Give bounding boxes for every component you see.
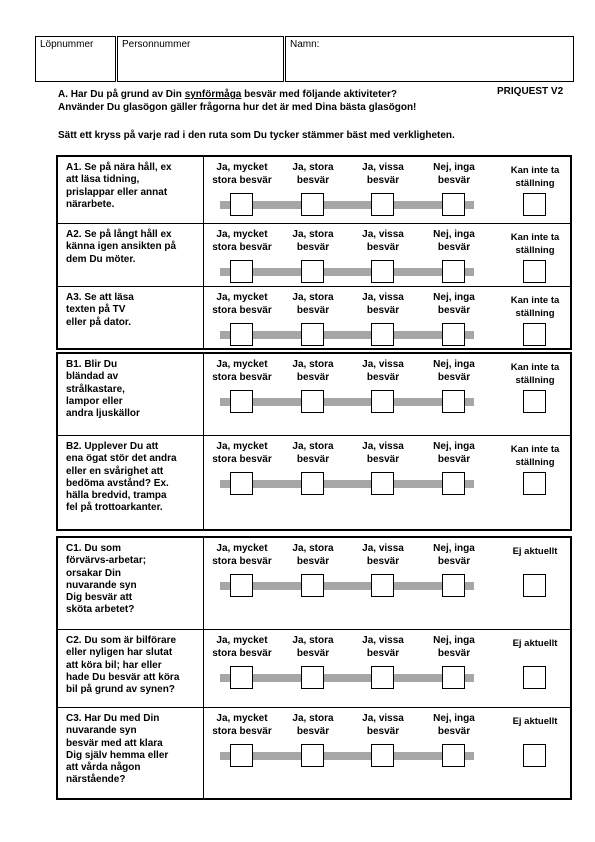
question-line: orsakar Din (66, 567, 122, 579)
option-label-extra (500, 165, 570, 190)
scale-bar (220, 268, 474, 276)
option-label-extra (500, 232, 570, 257)
checkbox-option-2[interactable] (301, 666, 324, 689)
option-label-line: stora besvär (212, 555, 272, 567)
question-line: A3. Se att läsa (66, 292, 134, 303)
option-label-2 (278, 635, 348, 660)
option-label-line: besvär (437, 371, 471, 383)
option-label-1 (207, 359, 277, 384)
option-label-line: ställning (515, 177, 555, 189)
question-line: A1. Se på nära håll, ex (66, 162, 172, 173)
lopnummer-label: Löpnummer (40, 39, 94, 50)
question-line: ena ögat stör det andra (66, 453, 177, 465)
option-label-line: Kan inte ta (510, 362, 560, 373)
question-line: hälla bredvid, trampa (66, 490, 167, 502)
option-label-2 (278, 359, 348, 384)
checkbox-option-4[interactable] (442, 666, 465, 689)
question-line: fel på trottoarkanter. (66, 502, 163, 514)
question-line: eller på dator. (66, 316, 132, 328)
checkbox-option-2[interactable] (301, 472, 324, 495)
option-label-line: besvär (366, 647, 400, 659)
question-line: besvär med att klara (66, 737, 163, 749)
option-label-line: besvär (366, 555, 400, 567)
option-label-2 (278, 292, 348, 317)
option-label-line: besvär (437, 453, 471, 465)
option-label-line: Ja, vissa (362, 359, 404, 370)
option-label-line: besvär (296, 304, 330, 316)
personnummer-label: Personnummer (122, 39, 191, 50)
checkbox-ej-aktuellt[interactable] (523, 574, 546, 597)
question-line: bil på grund av synen? (66, 684, 175, 696)
option-label-4 (419, 359, 489, 384)
checkbox-option-4[interactable] (442, 323, 465, 346)
intro-line-2: Använder Du glasögon gäller frågorna hur det är med Dina bästa glasögon! (58, 101, 417, 113)
form-id: PRIQUEST V2 (497, 86, 564, 97)
intro-text (58, 89, 528, 114)
column-divider (203, 157, 204, 223)
question-line: nuvarande syn (66, 579, 137, 591)
question-line: lampor eller (66, 395, 123, 407)
checkbox-ej-aktuellt[interactable] (523, 744, 546, 767)
option-label-line: Nej, inga (433, 162, 475, 173)
option-label-line: besvär (437, 304, 471, 316)
option-label-1 (207, 292, 277, 317)
namn-field[interactable] (285, 36, 574, 82)
question-text (66, 229, 196, 266)
option-label-line: Kan inte ta (510, 444, 560, 455)
checkbox-option-1[interactable] (230, 666, 253, 689)
option-label-line: ställning (515, 244, 555, 256)
option-label-line: Ja, stora (292, 713, 334, 724)
scale-bar (220, 752, 474, 760)
instruction-text: Sätt ett kryss på varje rad i den ruta som Du tycker stämmer bäst med verkligheten. (58, 130, 455, 141)
option-label-3 (348, 292, 418, 317)
option-label-line: Ja, mycket (216, 635, 268, 646)
question-line: andra ljuskällor (66, 408, 140, 420)
option-label-4 (419, 441, 489, 466)
checkbox-option-4[interactable] (442, 390, 465, 413)
option-label-line: Nej, inga (433, 359, 475, 370)
question-row-b2 (58, 435, 570, 529)
question-text (66, 359, 196, 420)
checkbox-option-2[interactable] (301, 323, 324, 346)
checkbox-option-1[interactable] (230, 260, 253, 283)
option-label-3 (348, 441, 418, 466)
question-section (56, 536, 572, 800)
option-label-line: besvär (366, 174, 400, 186)
question-row-a1 (58, 157, 570, 223)
question-text (66, 441, 196, 515)
checkbox-kan-inte-ta-stallning[interactable] (523, 323, 546, 346)
question-row-a2 (58, 223, 570, 286)
question-line: texten på TV (66, 304, 126, 316)
checkbox-option-3[interactable] (371, 472, 394, 495)
option-label-2 (278, 543, 348, 568)
question-line: C3. Har Du med Din (66, 713, 160, 724)
question-line: sköta arbetet? (66, 604, 135, 616)
checkbox-option-4[interactable] (442, 574, 465, 597)
option-label-4 (419, 543, 489, 568)
question-text (66, 635, 196, 696)
option-label-line: stora besvär (212, 371, 272, 383)
question-text (66, 292, 196, 329)
option-label-line: Ja, stora (292, 359, 334, 370)
column-divider (203, 224, 204, 286)
question-line: närstående? (66, 774, 126, 786)
column-divider (203, 708, 204, 798)
personnummer-field[interactable] (117, 36, 284, 82)
option-label-line: Ja, stora (292, 441, 334, 452)
option-label-line: besvär (296, 453, 330, 465)
question-line: prislappar eller annat (66, 186, 168, 198)
checkbox-option-1[interactable] (230, 744, 253, 767)
checkbox-option-1[interactable] (230, 323, 253, 346)
option-label-line: Ja, mycket (216, 162, 268, 173)
checkbox-option-3[interactable] (371, 260, 394, 283)
column-divider (203, 538, 204, 629)
option-label-1 (207, 229, 277, 254)
scale-bar (220, 582, 474, 590)
option-label-3 (348, 162, 418, 187)
option-label-line: Ej aktuellt (512, 546, 558, 557)
question-row-a3 (58, 286, 570, 348)
namn-label: Namn: (290, 39, 320, 50)
scale-bar (220, 480, 474, 488)
option-label-extra (500, 546, 570, 559)
question-line: A2. Se på långt håll ex (66, 229, 172, 240)
option-label-line: Kan inte ta (510, 295, 560, 306)
option-label-line: Ja, stora (292, 292, 334, 303)
option-label-line: Ja, vissa (362, 543, 404, 554)
option-label-line: besvär (366, 725, 400, 737)
option-label-line: Ja, vissa (362, 441, 404, 452)
checkbox-option-2[interactable] (301, 390, 324, 413)
option-label-1 (207, 441, 277, 466)
column-divider (203, 436, 204, 529)
option-label-line: besvär (366, 241, 400, 253)
option-label-2 (278, 713, 348, 738)
option-label-line: Nej, inga (433, 543, 475, 554)
option-label-line: Ja, stora (292, 162, 334, 173)
option-label-line: Nej, inga (433, 635, 475, 646)
question-line: B1. Blir Du (66, 359, 118, 370)
option-label-extra (500, 362, 570, 387)
checkbox-option-2[interactable] (301, 193, 324, 216)
checkbox-option-4[interactable] (442, 260, 465, 283)
option-label-line: stora besvär (212, 647, 272, 659)
checkbox-kan-inte-ta-stallning[interactable] (523, 193, 546, 216)
question-line: Dig besvär att (66, 592, 133, 604)
checkbox-option-3[interactable] (371, 666, 394, 689)
option-label-line: besvär (437, 174, 471, 186)
scale-bar (220, 398, 474, 406)
question-section (56, 155, 572, 350)
checkbox-option-2[interactable] (301, 574, 324, 597)
scale-bar (220, 674, 474, 682)
option-label-line: Nej, inga (433, 713, 475, 724)
checkbox-option-2[interactable] (301, 260, 324, 283)
option-label-line: Ej aktuellt (512, 638, 558, 649)
question-row-c1 (58, 538, 570, 629)
checkbox-option-4[interactable] (442, 472, 465, 495)
option-label-line: Kan inte ta (510, 232, 560, 243)
option-label-3 (348, 359, 418, 384)
option-label-line: stora besvär (212, 725, 272, 737)
option-label-line: Ja, stora (292, 229, 334, 240)
option-label-line: besvär (296, 371, 330, 383)
option-label-line: Ja, mycket (216, 441, 268, 452)
question-line: hade Du besvär att köra (66, 671, 180, 683)
question-line: närarbete. (66, 198, 115, 210)
option-label-line: Ja, mycket (216, 292, 268, 303)
checkbox-option-3[interactable] (371, 193, 394, 216)
column-divider (203, 630, 204, 707)
option-label-line: besvär (437, 241, 471, 253)
option-label-line: besvär (437, 555, 471, 567)
checkbox-option-3[interactable] (371, 390, 394, 413)
option-label-line: stora besvär (212, 304, 272, 316)
question-line: C1. Du som (66, 543, 122, 554)
option-label-extra (500, 716, 570, 729)
option-label-line: Ja, mycket (216, 713, 268, 724)
option-label-line: Nej, inga (433, 292, 475, 303)
checkbox-option-1[interactable] (230, 472, 253, 495)
question-line: strålkastare, (66, 383, 125, 395)
option-label-line: besvär (366, 304, 400, 316)
question-line: C2. Du som är bilförare (66, 635, 177, 646)
checkbox-option-1[interactable] (230, 390, 253, 413)
intro-line-1: A. Har Du på grund av Din synförmåga besvär med följande aktiviteter? (58, 89, 397, 100)
checkbox-option-2[interactable] (301, 744, 324, 767)
lopnummer-field[interactable] (35, 36, 116, 82)
option-label-line: Ja, vissa (362, 162, 404, 173)
option-label-line: besvär (296, 241, 330, 253)
checkbox-kan-inte-ta-stallning[interactable] (523, 260, 546, 283)
option-label-3 (348, 543, 418, 568)
option-label-1 (207, 713, 277, 738)
question-row-c2 (58, 629, 570, 707)
question-line: känna igen ansikten på (66, 241, 177, 253)
option-label-line: besvär (366, 371, 400, 383)
option-label-line: besvär (437, 647, 471, 659)
question-line: eller nyligen har slutat (66, 647, 173, 659)
checkbox-option-4[interactable] (442, 744, 465, 767)
option-label-3 (348, 229, 418, 254)
option-label-extra (500, 444, 570, 469)
option-label-2 (278, 441, 348, 466)
option-label-4 (419, 162, 489, 187)
option-label-line: stora besvär (212, 241, 272, 253)
option-label-line: Ja, vissa (362, 229, 404, 240)
question-line: nuvarande syn (66, 725, 137, 737)
question-section (56, 352, 572, 531)
question-line: bländad av (66, 371, 119, 383)
intro-underlined-word: synförmåga (184, 89, 242, 100)
question-line: förvärvs-arbetar; (66, 555, 147, 567)
option-label-line: Ja, vissa (362, 292, 404, 303)
option-label-4 (419, 635, 489, 660)
option-label-line: Ja, stora (292, 635, 334, 646)
option-label-4 (419, 292, 489, 317)
checkbox-option-3[interactable] (371, 744, 394, 767)
checkbox-kan-inte-ta-stallning[interactable] (523, 390, 546, 413)
checkbox-option-3[interactable] (371, 323, 394, 346)
option-label-line: Ja, mycket (216, 229, 268, 240)
option-label-line: besvär (296, 647, 330, 659)
scale-bar (220, 201, 474, 209)
option-label-3 (348, 635, 418, 660)
checkbox-option-1[interactable] (230, 574, 253, 597)
option-label-line: besvär (437, 725, 471, 737)
question-row-b1 (58, 354, 570, 435)
option-label-line: Ja, mycket (216, 359, 268, 370)
option-label-line: stora besvär (212, 453, 272, 465)
checkbox-option-1[interactable] (230, 193, 253, 216)
question-text (66, 543, 196, 617)
question-line: bedöma avstånd? Ex. (66, 477, 169, 489)
option-label-4 (419, 713, 489, 738)
option-label-line: besvär (296, 555, 330, 567)
option-label-2 (278, 162, 348, 187)
option-label-4 (419, 229, 489, 254)
question-text (66, 162, 196, 211)
question-line: B2. Upplever Du att (66, 441, 159, 452)
option-label-line: Ja, vissa (362, 713, 404, 724)
option-label-3 (348, 713, 418, 738)
column-divider (203, 287, 204, 348)
question-line: att köra bil; har eller (66, 659, 162, 671)
option-label-1 (207, 635, 277, 660)
question-row-c3 (58, 707, 570, 798)
scale-bar (220, 331, 474, 339)
checkbox-ej-aktuellt[interactable] (523, 666, 546, 689)
option-label-line: stora besvär (212, 174, 272, 186)
checkbox-option-3[interactable] (371, 574, 394, 597)
option-label-line: ställning (515, 374, 555, 386)
question-line: dem Du möter. (66, 253, 136, 265)
column-divider (203, 354, 204, 435)
option-label-extra (500, 295, 570, 320)
option-label-line: besvär (296, 725, 330, 737)
option-label-1 (207, 162, 277, 187)
checkbox-kan-inte-ta-stallning[interactable] (523, 472, 546, 495)
option-label-extra (500, 638, 570, 651)
option-label-line: Nej, inga (433, 441, 475, 452)
option-label-1 (207, 543, 277, 568)
option-label-2 (278, 229, 348, 254)
option-label-line: Ja, vissa (362, 635, 404, 646)
option-label-line: Nej, inga (433, 229, 475, 240)
option-label-line: ställning (515, 307, 555, 319)
checkbox-option-4[interactable] (442, 193, 465, 216)
question-line: Dig själv hemma eller (66, 749, 169, 761)
question-text (66, 713, 196, 787)
question-line: eller en svårighet att (66, 465, 164, 477)
question-line: att läsa tidning, (66, 174, 140, 186)
option-label-line: Kan inte ta (510, 165, 560, 176)
option-label-line: Ej aktuellt (512, 716, 558, 727)
option-label-line: Ja, stora (292, 543, 334, 554)
option-label-line: Ja, mycket (216, 543, 268, 554)
option-label-line: ställning (515, 456, 555, 468)
option-label-line: besvär (366, 453, 400, 465)
option-label-line: besvär (296, 174, 330, 186)
question-line: att vårda någon (66, 762, 141, 774)
